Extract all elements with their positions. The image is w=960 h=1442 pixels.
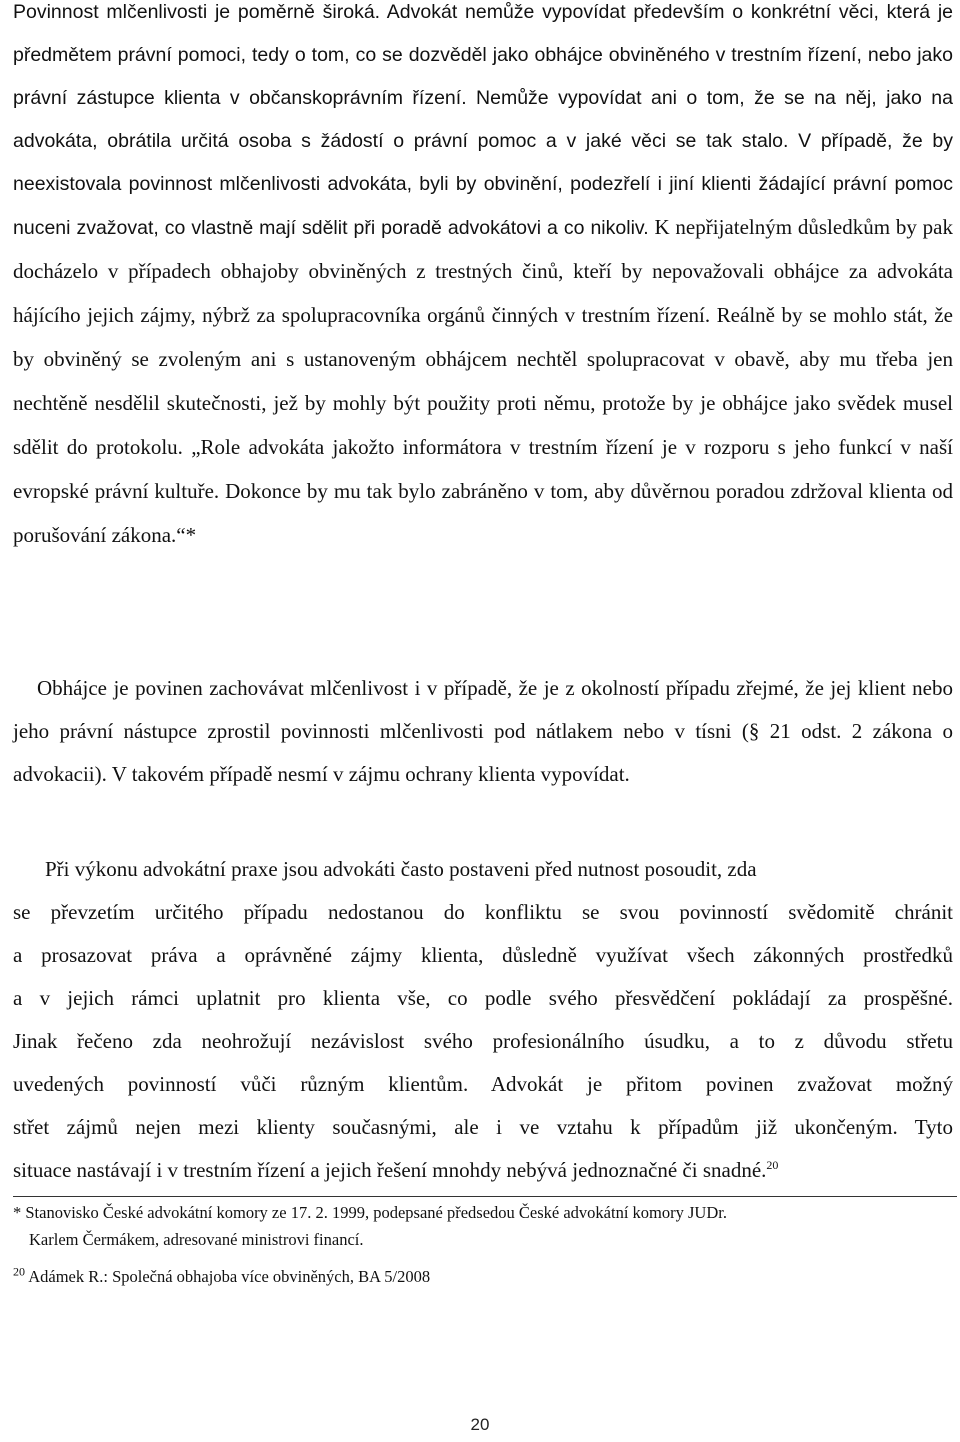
footnote-star bbox=[13, 1199, 957, 1253]
text-line: uvedených povinností vůči různým klientům. Advokát je přitom povinen zvažovat možný bbox=[13, 1072, 953, 1096]
text-line: Jinak řečeno zda neohrožují nezávislost svého profesionálního úsudku, a to z důvodu střetu bbox=[13, 1029, 953, 1053]
footnotes bbox=[13, 1199, 957, 1290]
footnote-20 bbox=[13, 1263, 957, 1290]
text-line: a prosazovat práva a oprávněné zájmy klienta, důsledně využívat všech zákonných prostředků bbox=[13, 943, 953, 967]
text-line: se převzetím určitého případu nedostanou do konfliktu se svou povinností svědomitě chránit bbox=[13, 900, 953, 924]
paragraph-conflict-of-interest bbox=[13, 848, 953, 1192]
footnote-star-line-2: Karlem Čermákem, adresované ministrovi financí. bbox=[29, 1230, 364, 1249]
footnote-20-text: Adámek R.: Společná obhajoba více obviněných, BA 5/2008 bbox=[25, 1267, 431, 1286]
paragraph-1-sans-part: Povinnost mlčenlivosti je poměrně široká. Advokát nemůže vypovídat především o konkrétní věci, která je předmětem právní pomoci, tedy o tom, co se dozvěděl jako obhájce obviněného v trestním řízení, nebo jako právní zástupce klienta v občanskoprávním řízení. Nemůže vypovídat ani o tom, že se na něj, jako na advokáta, obrátila určitá osoba s žádostí o právní pomoc a v jaké věci se tak stalo. V případě, že by neexistovala povinnost mlčenlivosti advokáta, byli by obvinění, podezřelí i jiní klienti žádající právní pomoc nuceni zvažovat, co vlastně mají sdělit při poradě advokátovi a co nikoliv. bbox=[13, 1, 953, 239]
page-number: 20 bbox=[470, 1415, 490, 1434]
text-line-last bbox=[13, 1149, 953, 1192]
text-line: Při výkonu advokátní praxe jsou advokáti často postaveni před nutnost posoudit, zda bbox=[45, 857, 757, 881]
footnote-20-mark: 20 bbox=[13, 1264, 25, 1279]
paragraph-1-serif-part: K nepřijatelným důsledkům by pak docházelo v případech obhajoby obviněných z trestných činů, kteří by nepovažovali obhájce za advokáta hájícího jejich zájmy, nýbrž za spolupracovníka orgánů činných v trestním řízení. Reálně by se mohlo stát, že by obviněný se zvoleným ani s ustanoveným obhájcem nechtěl spolupracovat v obavě, aby mu třeba jen nechtěně nesdělil skutečnosti, jež by mohly být použity proti němu, protože by je obhájce jako svědek musel sdělit do protokolu. „Role advokáta jakožto informátora v trestním řízení je v rozporu s jeho funkcí v naší evropské právní kultuře. Dokonce by mu tak bylo zabráněno v tom, aby důvěrnou poradou zdržoval klienta od porušování zákona.“* bbox=[13, 215, 953, 547]
paragraph-duty-under-pressure: Obhájce je povinen zachovávat mlčenlivost i v případě, že je z okolností případu zřejmé, že jej klient nebo jeho právní nástupce zprostil povinnosti mlčenlivosti pod nátlakem nebo v tísni (§ 21 odst. 2 zákona o advokacii). V takovém případě nesmí v zájmu ochrany klienta vypovídat. bbox=[13, 676, 953, 786]
footnote-star-line-1: * Stanovisko České advokátní komory ze 17. 2. 1999, podepsané předsedou České advokátní komory JUDr. bbox=[13, 1203, 727, 1222]
paragraph-confidentiality-scope bbox=[13, 0, 953, 558]
text-line: střet zájmů nejen mezi klienty současnými, ale i ve vztahu k případům již ukončeným. Tyto bbox=[13, 1115, 953, 1139]
text-line-last-content: situace nastávají i v trestním řízení a jejich řešení mnohdy nebývá jednoznačné či snadné. bbox=[13, 1158, 767, 1182]
footnote-separator bbox=[13, 1196, 957, 1197]
footnote-reference: 20 bbox=[766, 1158, 779, 1172]
text-line: a v jejich rámci uplatnit pro klienta vše, co podle svého přesvědčení pokládají za prospěšné. bbox=[13, 986, 953, 1010]
